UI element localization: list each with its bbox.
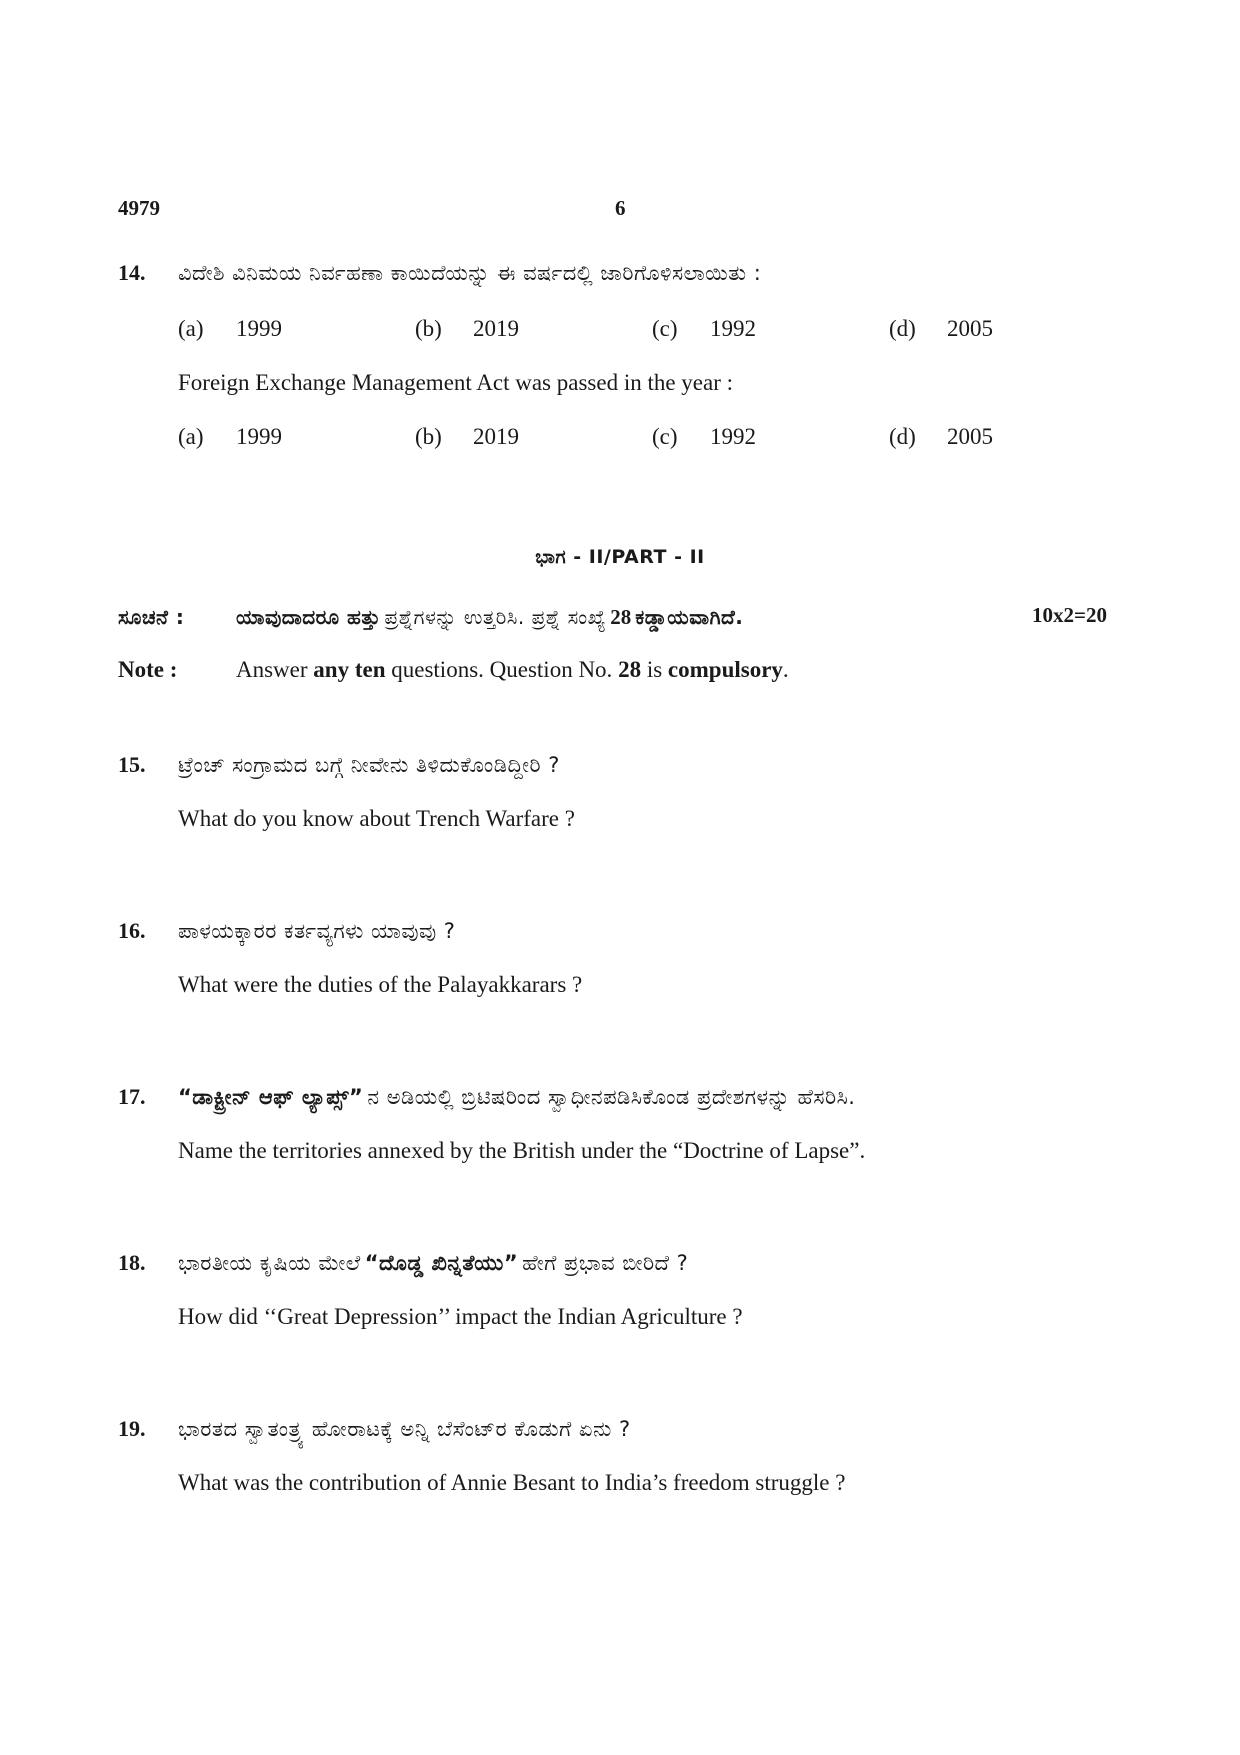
option-value: 2019 xyxy=(473,316,519,341)
instruction-text xyxy=(236,605,743,630)
question-number: 14. xyxy=(118,260,146,285)
instruction-end: ಕಡ್ಡಾಯವಾಗಿದೆ. xyxy=(635,605,744,629)
instruction-bold: ಯಾವುದಾದರೂ ಹತ್ತು xyxy=(236,605,381,629)
note-pre: Answer xyxy=(236,657,308,682)
question-english-text: Name the territories annexed by the British under the “Doctrine of Lapse”. xyxy=(178,1138,866,1163)
note-end: . xyxy=(782,657,789,682)
question-english-text: What do you know about Trench Warfare ? xyxy=(178,806,575,831)
option-value: 1992 xyxy=(710,316,756,341)
question-kannada-quote: “ಡಾಕ್ಟ್ರೀನ್ ಆಫ್ ಲ್ಯಾಪ್ಸ್” xyxy=(178,1085,364,1109)
option-letter: (c) xyxy=(652,424,678,449)
note-mid: questions. Question No. xyxy=(391,657,613,682)
instruction-label: ಸೂಚನೆ : xyxy=(118,605,185,629)
option-value: 1999 xyxy=(236,316,282,341)
option-value: 2005 xyxy=(947,424,993,449)
marks-allocation: 10x2=20 xyxy=(1032,603,1107,627)
option-letter: (c) xyxy=(652,316,678,341)
option-value: 2019 xyxy=(473,424,519,449)
question-english-text: What were the duties of the Palayakkarars ? xyxy=(178,972,583,997)
option-letter: (d) xyxy=(889,424,916,449)
question-number: 16. xyxy=(118,918,146,943)
option-letter: (b) xyxy=(415,424,442,449)
part-title xyxy=(0,544,1240,569)
question-english-text: How did ‘‘Great Depression’’ impact the Indian Agriculture ? xyxy=(178,1304,743,1329)
question-number: 19. xyxy=(118,1416,146,1441)
note-text xyxy=(236,657,789,683)
question-kannada-rest: ಹೇಗೆ ಪ್ರಭಾವ ಬೀರಿದೆ ? xyxy=(522,1251,689,1275)
note-label: Note : xyxy=(118,657,178,682)
part-title-text: ಭಾಗ - II/PART - II xyxy=(535,546,705,568)
question-kannada-text xyxy=(178,1251,688,1276)
question-number: 18. xyxy=(118,1250,146,1275)
question-english-text: What was the contribution of Annie Besant to India’s freedom struggle ? xyxy=(178,1470,846,1495)
question-kannada-text: ಟ್ರೆಂಚ್ ಸಂಗ್ರಾಮದ ಬಗ್ಗೆ ನೀವೇನು ತಿಳಿದುಕೊಂಡಿದ್ದೀರಿ ? xyxy=(178,753,560,777)
question-kannada-text xyxy=(178,1085,855,1110)
instruction-number: 28 xyxy=(610,605,632,629)
option-letter: (d) xyxy=(889,316,916,341)
option-letter: (a) xyxy=(178,316,204,341)
note-is: is xyxy=(646,657,663,682)
question-number: 17. xyxy=(118,1084,146,1109)
note-bold-number: 28 xyxy=(618,657,642,682)
question-kannada-quote: “ದೊಡ್ಡ ಖಿನ್ನತೆಯು” xyxy=(364,1251,519,1275)
page-number: 6 xyxy=(615,196,626,220)
instruction-rest: ಪ್ರಶ್ನೆಗಳನ್ನು ಉತ್ತರಿಸಿ. ಪ್ರಶ್ನೆ ಸಂಖ್ಯೆ xyxy=(384,605,607,629)
question-kannada-text: ಪಾಳಯಕ್ಕಾರರ ಕರ್ತವ್ಯಗಳು ಯಾವುವು ? xyxy=(178,919,456,943)
option-value: 1999 xyxy=(236,424,282,449)
note-bold-any-ten: any ten xyxy=(313,657,386,682)
note-bold-compulsory: compulsory xyxy=(667,657,783,682)
option-letter: (b) xyxy=(415,316,442,341)
option-letter: (a) xyxy=(178,424,204,449)
question-english-text: Foreign Exchange Management Act was passed in the year : xyxy=(178,370,734,395)
question-kannada-text: ಭಾರತದ ಸ್ವಾತಂತ್ರ್ಯ ಹೋರಾಟಕ್ಕೆ ಅನ್ನಿ ಬೆಸೆಂಟ್‌ರ ಕೊಡುಗೆ ಏನು ? xyxy=(178,1417,631,1441)
question-kannada-rest: ನ ಅಡಿಯಲ್ಲಿ ಬ್ರಿಟಿಷರಿಂದ ಸ್ವಾಧೀನಪಡಿಸಿಕೊಂಡ ಪ್ರದೇಶಗಳನ್ನು ಹೆಸರಿಸಿ. xyxy=(367,1085,856,1109)
option-value: 2005 xyxy=(947,316,993,341)
question-number: 15. xyxy=(118,752,146,777)
question-kannada-text: ವಿದೇಶಿ ವಿನಿಮಯ ನಿರ್ವಹಣಾ ಕಾಯಿದೆಯನ್ನು ಈ ವರ್ಷದಲ್ಲಿ ಜಾರಿಗೊಳಿಸಲಾಯಿತು : xyxy=(178,261,762,285)
exam-code: 4979 xyxy=(118,196,160,220)
option-value: 1992 xyxy=(710,424,756,449)
question-kannada-pre: ಭಾರತೀಯ ಕೃಷಿಯ ಮೇಲೆ xyxy=(178,1251,361,1275)
